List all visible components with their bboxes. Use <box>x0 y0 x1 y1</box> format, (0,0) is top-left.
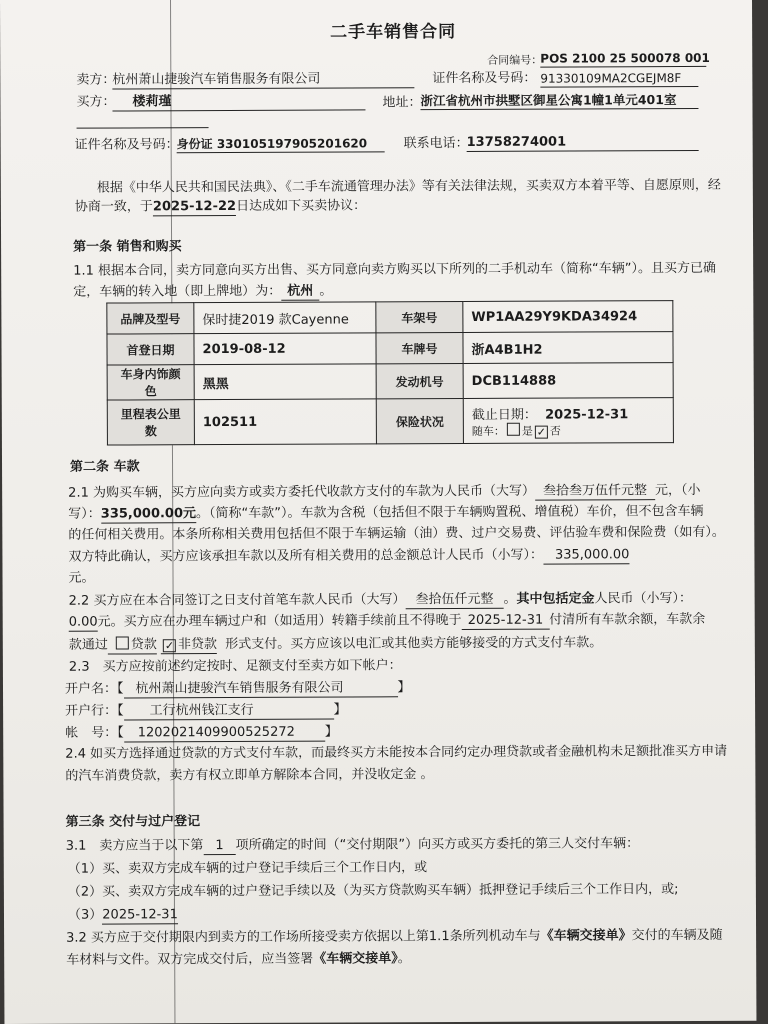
seller-id-value: 91330109MA2CGEJM8F <box>540 70 698 88</box>
article-2-1-line-3: 的任何相关费用。本条所称相关费用包括但不限于车辆运输（油）费、过户交易费、评估验车费和保险费（如有）。 <box>68 524 725 543</box>
delivery-date: 2025-12-31 <box>102 907 178 923</box>
article-2-1-line-1: 2.1 为购买车辆，买方应向卖方或卖方委托代收款方支付的车款为人民币（大写） 叁拾叁万伍仟元整 元，（小 <box>68 482 701 501</box>
article-1-1-line-2: 定，车辆的转入地（即上牌地）为： 杭州 。 <box>73 283 333 300</box>
first-payment-uppercase: 叁拾伍仟元整 <box>405 592 503 609</box>
article-2-title: 第二条 车款 <box>70 459 140 475</box>
article-2-3: 2.3 买方应按前述约定按时、足额支付至卖方如下帐户： <box>68 658 402 675</box>
insurance-date: 2025-12-31 <box>545 406 629 423</box>
article-1-title: 第一条 销售和购买 <box>73 239 182 255</box>
article-2-1-line-4: 双方特此确认，买方应该承担车款以及所有相关费用的总金额总计人民币（小写）： 335,000.00 <box>68 547 630 565</box>
article-2-2-line-2: 0.00元。买方应在办理车辆过户和（如适用）转籍手续前且不得晚于 2025-12-31 付清所有车款余额，车款余 <box>68 611 706 630</box>
insurance-follow-yes-checkbox <box>507 422 520 435</box>
article-3-title: 第三条 交付与过户登记 <box>65 814 201 830</box>
account-name: 杭州萧山捷骏汽车销售服务有限公司 <box>123 680 397 698</box>
vin-label: 车架号 <box>376 301 463 332</box>
plate-value: 浙A4B1H2 <box>463 332 673 364</box>
buyer-value: 楼莉瑾 <box>112 93 365 111</box>
plate-label: 车牌号 <box>376 332 463 363</box>
buyer-address-value: 浙江省杭州市拱墅区御星公寓1幢1单元401室 <box>420 92 698 110</box>
seller-id-label: 证件名称及号码： <box>432 70 537 87</box>
agreement-date: 2025-12-22 <box>152 198 237 215</box>
vin-value: WP1AA29Y9KDA34924 <box>463 301 673 333</box>
article-3-2-line-1: 3.2 买方应于交付期限内到卖方的工作场所接受卖方依据以上第1.1条所列机动车与《车辆交接单》交付的车辆及随 <box>66 927 723 946</box>
delivery-option-number: 1 <box>203 838 235 855</box>
buyer-address-label: 地址： <box>382 95 422 111</box>
balance-due-date: 2025-12-31 <box>462 613 550 630</box>
article-2-4-line-2: 的汽车消费贷款，卖方有权立即单方解除本合同，并没收定金 。 <box>65 767 434 784</box>
delivery-option-2: （2）买、卖双方完成车辆的过户登记手续以及（为买方贷款购买车辆）抵押登记手续后三个工作日内，或; <box>67 882 679 900</box>
brand-label: 品牌及型号 <box>107 303 194 334</box>
article-2-4-line-1: 2.4 如买方选择通过贷款的方式支付车款，而最终买方未能按本合同约定办理贷款或者金融机构未足额批准买方申请 <box>65 743 728 762</box>
brand-value: 保时捷2019 款Cayenne <box>194 302 376 334</box>
article-2-2-line-3: 款通过 贷款 ✓ 非贷款 形式支付。买方应该以电汇或其他卖方能够接受的方式支付车款。 <box>68 635 603 653</box>
bank-row: 开户行：【 工行杭州钱江支行 】 <box>65 702 347 719</box>
account-name-row: 开户名：【 杭州萧山捷骏汽车销售服务有限公司 】 <box>64 680 411 697</box>
reg-date-label: 首登日期 <box>107 334 194 365</box>
delivery-option-1: （1）买、卖双方完成车辆的过户登记手续后三个工作日内，或 <box>67 860 428 877</box>
buyer-phone-label: 联系电话： <box>403 135 469 152</box>
article-2-1-line-2: 写）：335,000.00元。（简称“车款”）。车款为含税（包括但不限于车辆购置税、增值税）车价，但不包含车辆 <box>68 503 704 522</box>
seller-value: 杭州萧山捷骏汽车销售服务有限公司 <box>112 71 414 89</box>
article-2-1-line-5: 元。 <box>68 570 95 586</box>
engine-label: 发动机号 <box>376 363 463 398</box>
bank-name: 工行杭州钱江支行 <box>124 703 334 721</box>
insurance-label: 保险状况 <box>376 398 463 443</box>
seller-label: 卖方： <box>76 72 116 88</box>
price-uppercase: 叁拾叁万伍仟元整 <box>535 483 655 501</box>
loan-checkbox <box>116 636 129 649</box>
article-3-1: 3.1 卖方应当于以下第 1 项所确定的时间（“交付期限”）向买方或买方委托的第三人交付车辆： <box>65 836 640 854</box>
address-continuation-line <box>76 113 208 129</box>
vehicle-info-table <box>106 300 674 445</box>
article-2-2-line-1: 2.2 买方应在本合同签订之日支付首笔车款人民币（大写） 叁拾伍仟元整 。其中包括定金人民币（小写）： <box>68 590 693 609</box>
contract-no-label: 合同编号： <box>487 53 543 67</box>
buyer-label: 买方： <box>76 94 116 110</box>
intro-line-1: 根据《中华人民共和国民法典》、《二手车流通管理办法》等有关法律法规，买卖双方本着平等、自愿原则，经 <box>96 177 721 196</box>
contract-title: 二手车销售合同 <box>330 22 457 43</box>
delivery-option-3: （3）2025-12-31 <box>67 907 178 923</box>
account-no-row: 帐 号：【 1202021409900525272 】 <box>65 724 338 741</box>
contract-no-value: POS 2100 25 500078 001 <box>540 50 710 66</box>
insurance-value: 截止日期： 2025-12-31 随车： 是 ✓ 否 <box>463 398 673 444</box>
buyer-id-label: 证件名称及号码： <box>74 137 179 153</box>
buyer-id-value: 身份证 330105197905201620 <box>177 135 385 153</box>
color-value: 黑黑 <box>194 364 376 400</box>
account-number: 1202021409900525272 <box>124 725 325 743</box>
engine-value: DCB114888 <box>463 363 673 399</box>
article-1-1-line-1: 1.1 根据本合同，卖方同意向买方出售、买方同意向卖方购买以下所列的二手机动车（简称“车辆”）。且买方已确 <box>73 260 716 279</box>
article-3-2-line-2: 车材料与文件。双方完成交付后，应当签署《车辆交接单》。 <box>66 951 411 968</box>
intro-line-2: 协商一致，于2025-12-22日达成如下买卖协议： <box>74 198 367 215</box>
deposit-amount: 0.00 <box>68 614 98 630</box>
total-amount: 335,000.00 <box>543 547 630 564</box>
color-label: 车身内饰颜色 <box>107 365 194 400</box>
price-amount: 335,000.00元 <box>100 506 197 522</box>
buyer-phone-value: 13758274001 <box>467 134 699 152</box>
registration-city: 杭州 <box>281 284 319 301</box>
reg-date-value: 2019-08-12 <box>194 333 376 365</box>
odometer-label: 里程表公里数 <box>107 400 194 445</box>
odometer-value: 102511 <box>194 399 376 445</box>
non-loan-checkbox: ✓ <box>164 639 175 653</box>
insurance-follow-no-checkbox: ✓ <box>536 425 547 439</box>
